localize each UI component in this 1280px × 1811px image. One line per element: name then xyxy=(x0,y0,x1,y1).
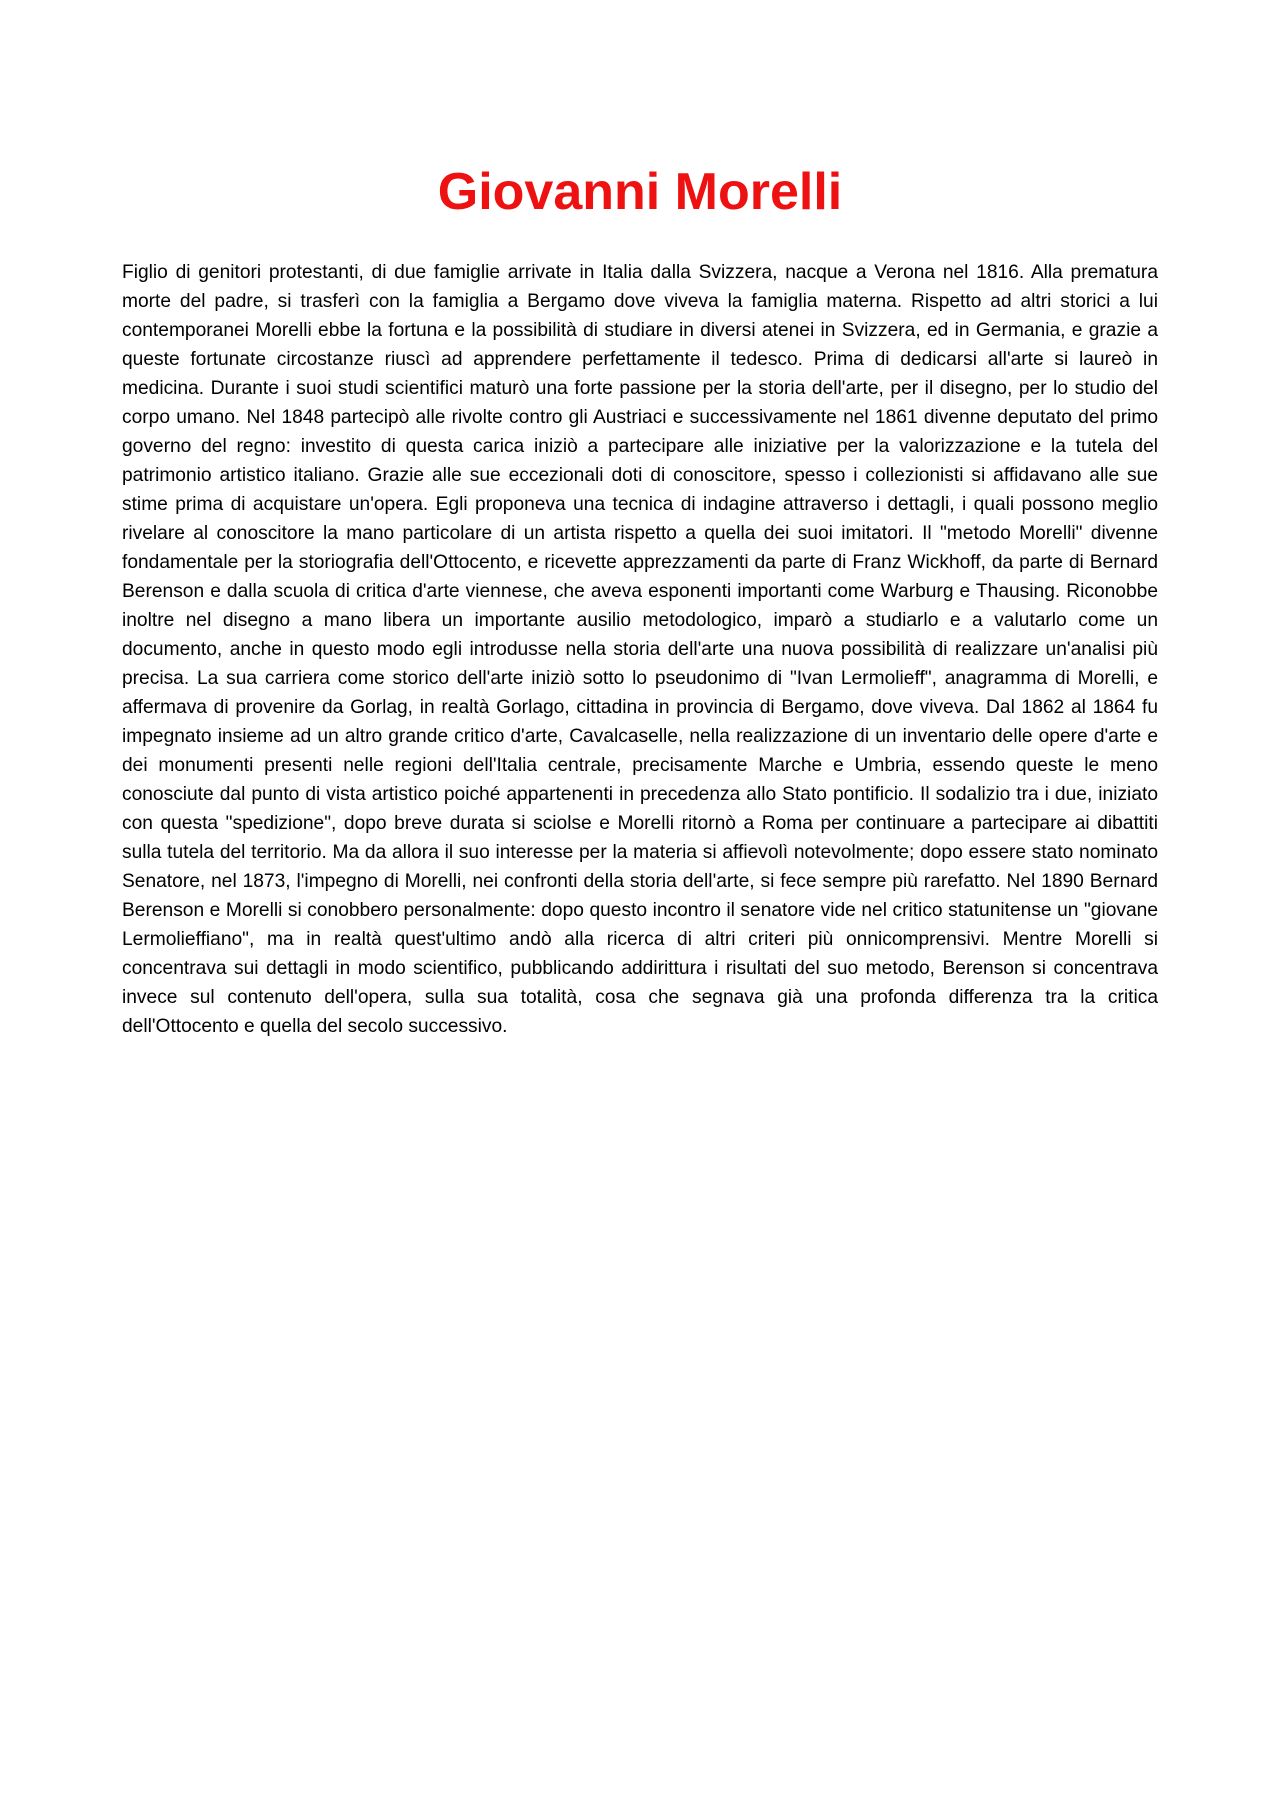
page-title: Giovanni Morelli xyxy=(437,163,843,221)
body-paragraph: Figlio di genitori protestanti, di due famiglie arrivate in Italia dalla Svizzera, nacque a Verona nel 1816. Alla prematura morte del padre, si trasferì con la famiglia a Bergamo dove viveva la famiglia materna. Rispetto ad altri storici a lui contemporanei Morelli ebbe la fortuna e la possibilità di studiare in diversi atenei in Svizzera, ed in Germania, e grazie a queste fortunate circostanze riuscì ad apprendere perfettamente il tedesco. Prima di dedicarsi all'arte si laureò in medicina. Durante i suoi studi scientifici maturò una forte passione per la storia dell'arte, per il disegno, per lo studio del corpo umano. Nel 1848 partecipò alle rivolte contro gli Austriaci e successivamente nel 1861 divenne deputato del primo governo del regno: investito di questa carica iniziò a partecipare alle iniziative per la valorizzazione e la tutela del patrimonio artistico italiano. Grazie alle sue eccezionali doti di conoscitore, spesso i collezionisti si affidavano alle sue stime prima di acquistare un'opera. Egli proponeva una tecnica di indagine attraverso i dettagli, i quali possono meglio rivelare al conoscitore la mano particolare di un artista rispetto a quella dei suoi imitatori. Il "metodo Morelli" divenne fondamentale per la storiografia dell'Ottocento, e ricevette apprezzamenti da parte di Franz Wickhoff, da parte di Bernard Berenson e dalla scuola di critica d'arte viennese, che aveva esponenti importanti come Warburg e Thausing. Riconobbe inoltre nel disegno a mano libera un importante ausilio metodologico, imparò a studiarlo e a valutarlo come un documento, anche in questo modo egli introdusse nella storia dell'arte una nuova possibilità di realizzare un'analisi più precisa. La sua carriera come storico dell'arte iniziò sotto lo pseudonimo di "Ivan Lermolieff", anagramma di Morelli, e affermava di provenire da Gorlag, in realtà Gorlago, cittadina in provincia di Bergamo, dove viveva. Dal 1862 al 1864 fu impegnato insieme ad un altro grande critico d'arte, Cavalcaselle, nella realizzazione di un inventario delle opere d'arte e dei monumenti presenti nelle regioni dell'Italia centrale, precisamente Marche e Umbria, essendo queste le meno conosciute dal punto di vista artistico poiché appartenenti in precedenza allo Stato pontificio. Il sodalizio tra i due, iniziato con questa "spedizione", dopo breve durata si sciolse e Morelli ritornò a Roma per continuare a partecipare ai dibattiti sulla tutela del territorio. Ma da allora il suo interesse per la materia si affievolì notevolmente; dopo essere stato nominato Senatore, nel 1873, l'impegno di Morelli, nei confronti della storia dell'arte, si fece sempre più rarefatto. Nel 1890 Bernard Berenson e Morelli si conobbero personalmente: dopo questo incontro il senatore vide nel critico statunitense un "giovane Lermolieffiano", ma in realtà quest'ultimo andò alla ricerca di altri criteri più onnicomprensivi. Mentre Morelli si concentrava sui dettagli in modo scientifico, pubblicando addirittura i risultati del suo metodo, Berenson si concentrava invece sul contenuto dell'opera, sulla sua totalità, cosa che segnava già una profonda differenza tra la critica dell'Ottocento e quella del secolo successivo. xyxy=(122,262,1158,1037)
